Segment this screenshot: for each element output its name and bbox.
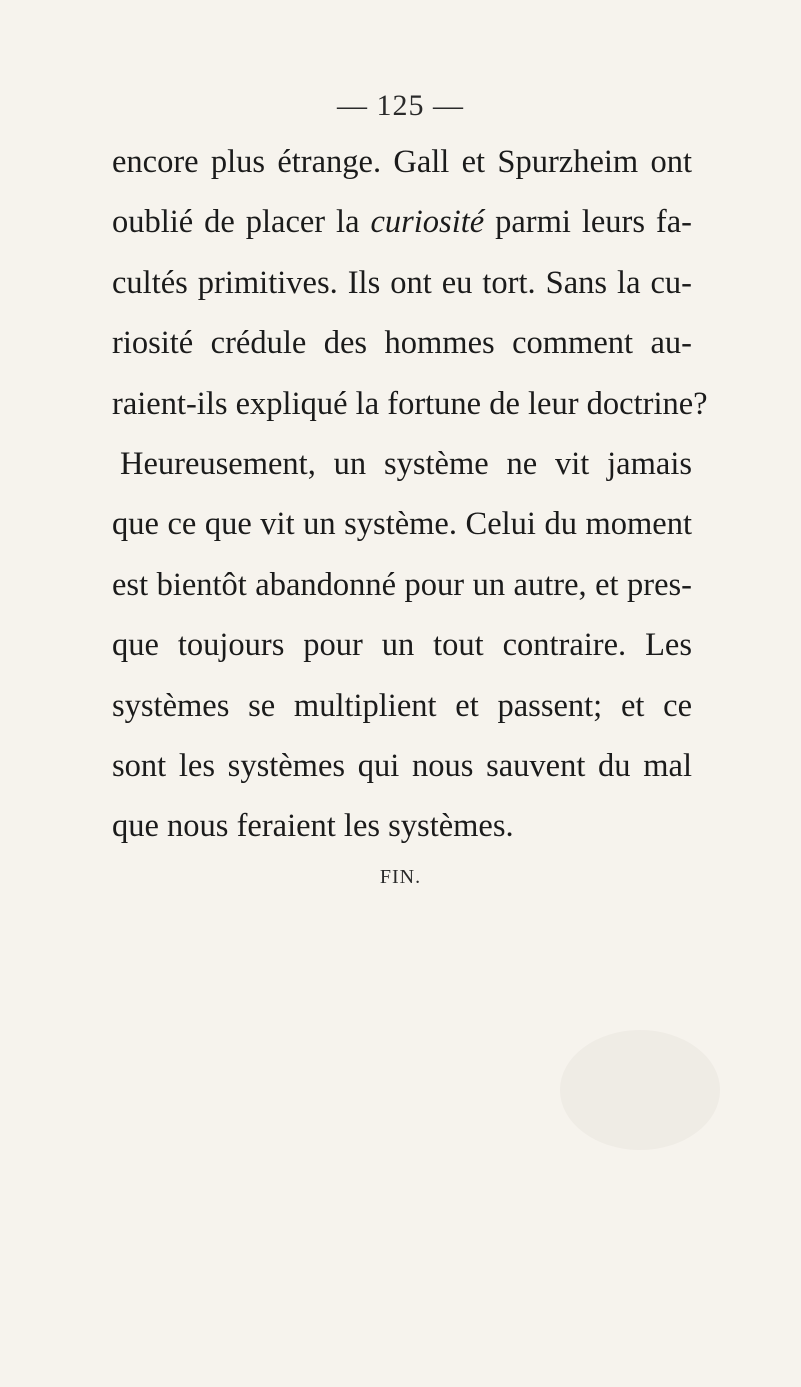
text-line: est bientôt abandonné pour un autre, et pres-	[112, 566, 692, 603]
body-text	[112, 132, 708, 857]
italic-emphasis: curiosité	[370, 204, 485, 241]
text-line: systèmes se multiplient et passent; et ce	[112, 687, 692, 724]
end-mark: FIN.	[379, 866, 422, 888]
text-line: cultés primitives. Ils ont eu tort. Sans la cu-	[112, 264, 692, 301]
page-number: — 125 —	[337, 89, 464, 122]
text-segment: oublié de placer la	[112, 204, 371, 241]
text-line: que ce que vit un système. Celui du moment	[112, 506, 692, 543]
text-segment: parmi leurs fa-	[484, 204, 692, 241]
text-line: sont les systèmes qui nous sauvent du mal	[112, 748, 692, 785]
text-line: encore plus étrange. Gall et Spurzheim ont	[112, 144, 692, 180]
paragraph-first-line: Heureusement, un système ne vit jamais	[120, 446, 692, 483]
text-line: riosité crédule des hommes comment au-	[112, 325, 692, 362]
text-line: raient-ils expliqué la fortune de leur doctrine?	[112, 385, 708, 422]
text-line: que toujours pour un tout contraire. Les	[112, 627, 692, 664]
paragraph-last-line: que nous feraient les systèmes.	[112, 808, 514, 845]
paper-smudge	[560, 1030, 720, 1150]
text-line	[112, 192, 692, 252]
